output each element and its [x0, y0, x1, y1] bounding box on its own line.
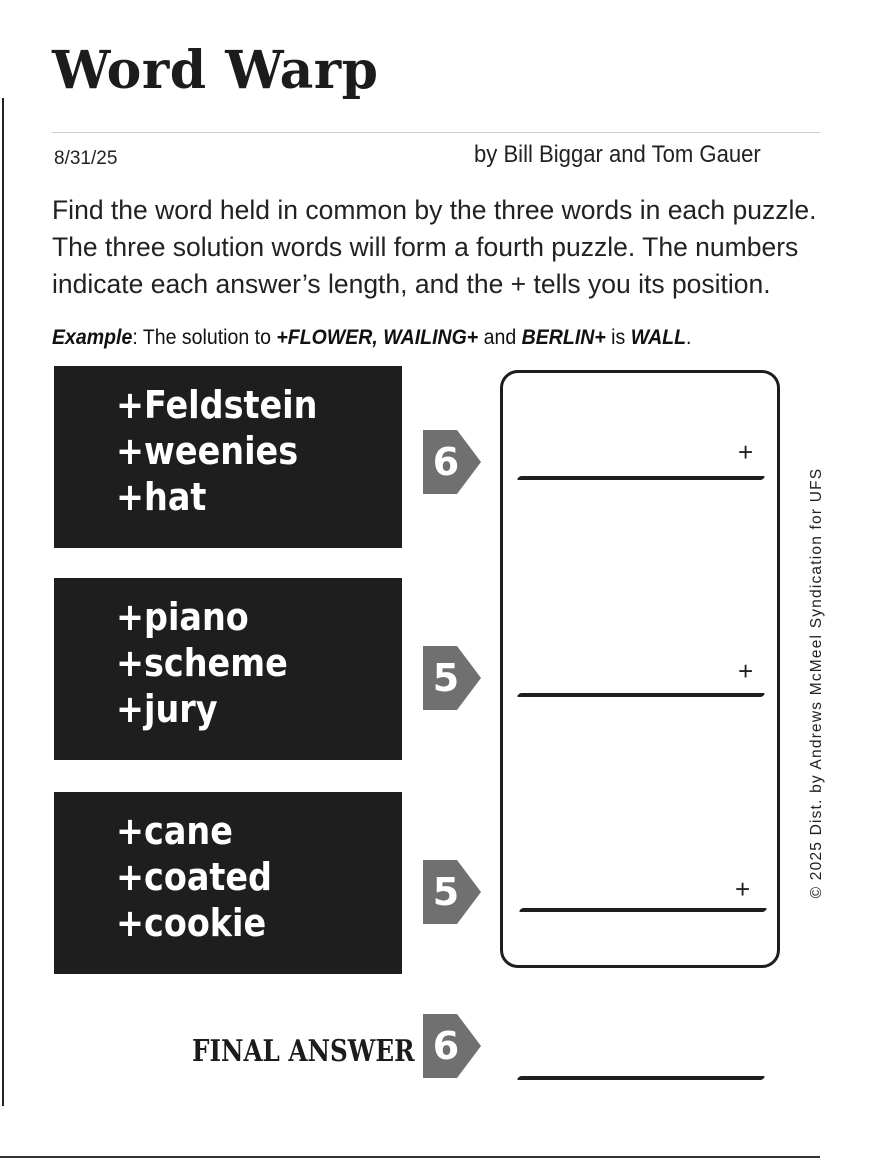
clue-word: +hat: [116, 475, 207, 519]
final-length-number: 6: [432, 1024, 460, 1068]
left-rule: [2, 98, 4, 1106]
final-answer-blank[interactable]: [516, 1076, 765, 1080]
clue-word: +piano: [116, 595, 249, 639]
length-arrow-2: [423, 636, 483, 720]
example-text-2: and: [478, 326, 522, 349]
clue-word: +scheme: [116, 641, 288, 685]
bottom-rule: [0, 1156, 820, 1158]
length-number: 5: [432, 656, 460, 700]
final-answer-label: FINAL ANSWER: [192, 1034, 415, 1069]
length-number: 6: [432, 440, 460, 484]
clue-box-1: [54, 366, 402, 548]
length-number: 5: [432, 870, 460, 914]
answer-blank-2[interactable]: [516, 693, 765, 697]
clue-box-2: [54, 578, 402, 760]
header-divider: [52, 132, 820, 133]
example-answer: WALL: [630, 326, 687, 349]
clue-box-3: [54, 792, 402, 974]
length-arrow-1: [423, 420, 483, 504]
byline: by Bill Biggar and Tom Gauer: [474, 141, 761, 168]
final-length-arrow: [423, 1004, 483, 1088]
example-word-2: BERLIN+: [521, 326, 606, 349]
clue-word: +coated: [116, 855, 272, 899]
answer-blank-1[interactable]: [516, 476, 765, 480]
puzzle-title: Word Warp: [52, 40, 379, 101]
letter-position-plus-1: +: [738, 437, 754, 467]
answer-blank-3[interactable]: [518, 908, 767, 912]
clue-word: +jury: [116, 687, 218, 731]
clue-word: +Feldstein: [116, 383, 318, 427]
instructions: Find the word held in common by the three words in each puzzle. The three solution words will form a fourth puzzle. The numbers indicate each answer’s length, and the + tells you its position.: [52, 195, 817, 299]
letter-position-plus-2: +: [738, 656, 754, 686]
example-text-3: is: [605, 326, 631, 349]
example-text-1: : The solution to: [132, 326, 277, 349]
example-line: [52, 326, 691, 350]
letter-position-plus-3: +: [735, 874, 751, 904]
example-text-4: .: [686, 326, 692, 349]
puzzle-date: 8/31/25: [54, 148, 118, 169]
length-arrow-3: [423, 850, 483, 934]
example-label: Example: [52, 326, 133, 349]
copyright-notice: © 2025 Dist. by Andrews McMeel Syndication for UFS: [808, 467, 825, 899]
clue-word: +cane: [116, 809, 233, 853]
clue-word: +cookie: [116, 901, 267, 945]
example-word-1: +FLOWER, WAILING+: [276, 326, 479, 349]
clue-word: +weenies: [116, 429, 299, 473]
